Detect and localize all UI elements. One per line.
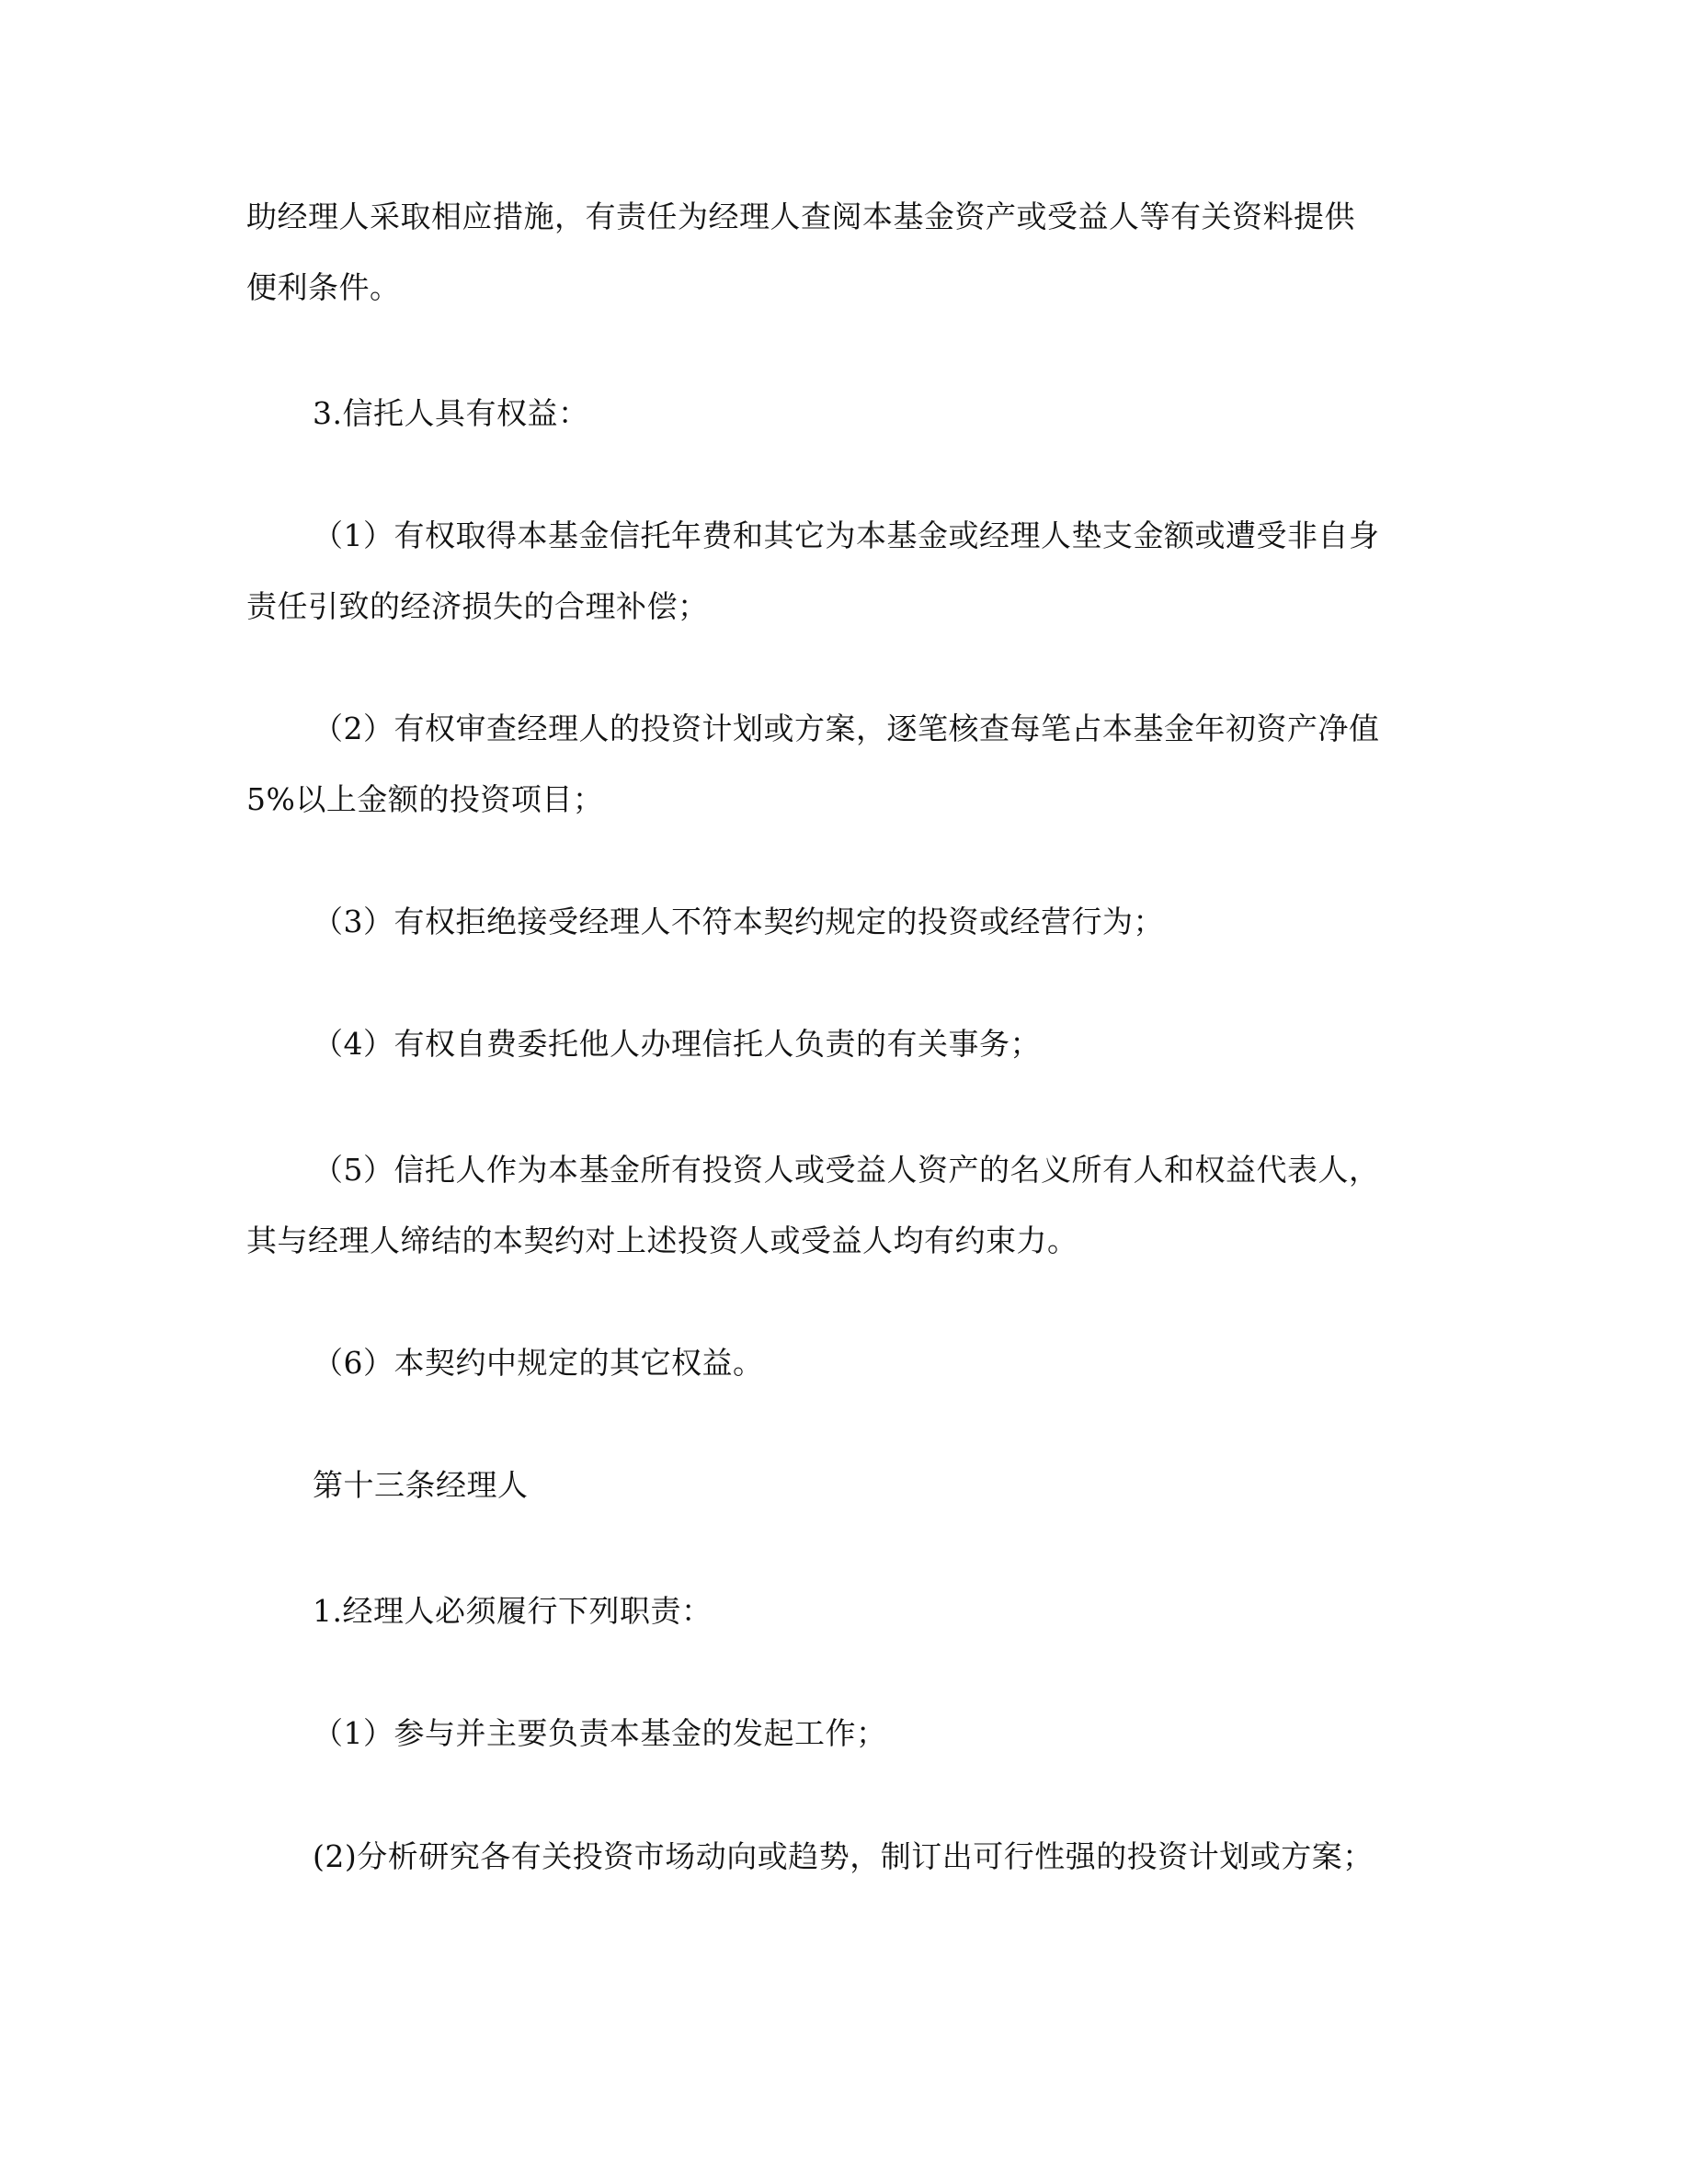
list-item: （5）信托人作为本基金所有投资人或受益人资产的名义所有人和权益代表人， <box>313 1152 1380 1188</box>
text-line: 责任引致的经济损失的合理补偿； <box>246 588 709 624</box>
list-item: （1）参与并主要负责本基金的发起工作； <box>313 1715 887 1751</box>
text-line: 其与经理人缔结的本契约对上述投资人或受益人均有约束力。 <box>246 1223 1078 1258</box>
list-item: （3）有权拒绝接受经理人不符本契约规定的投资或经营行为； <box>313 904 1164 939</box>
text-line: 助经理人采取相应措施，有责任为经理人查阅本基金资产或受益人等有关资料提供 <box>246 199 1355 234</box>
list-item: （6）本契约中规定的其它权益。 <box>313 1345 764 1381</box>
article-heading: 第十三条经理人 <box>313 1467 529 1503</box>
section-heading: 3.信托人具有权益： <box>313 395 589 431</box>
list-item: (2)分析研究各有关投资市场动向或趋势，制订出可行性强的投资计划或方案； <box>313 1838 1374 1874</box>
text-line: 便利条件。 <box>246 269 401 305</box>
list-item: （4）有权自费委托他人办理信托人负责的有关事务； <box>313 1026 1041 1062</box>
list-item: （1）有权取得本基金信托年费和其它为本基金或经理人垫支金额或遭受非自身 <box>313 518 1380 553</box>
list-item: （2）有权审查经理人的投资计划或方案，逐笔核查每笔占本基金年初资产净值 <box>313 711 1380 746</box>
text-line: 5%以上金额的投资项目； <box>246 781 604 817</box>
section-heading: 1.经理人必须履行下列职责： <box>313 1593 713 1629</box>
